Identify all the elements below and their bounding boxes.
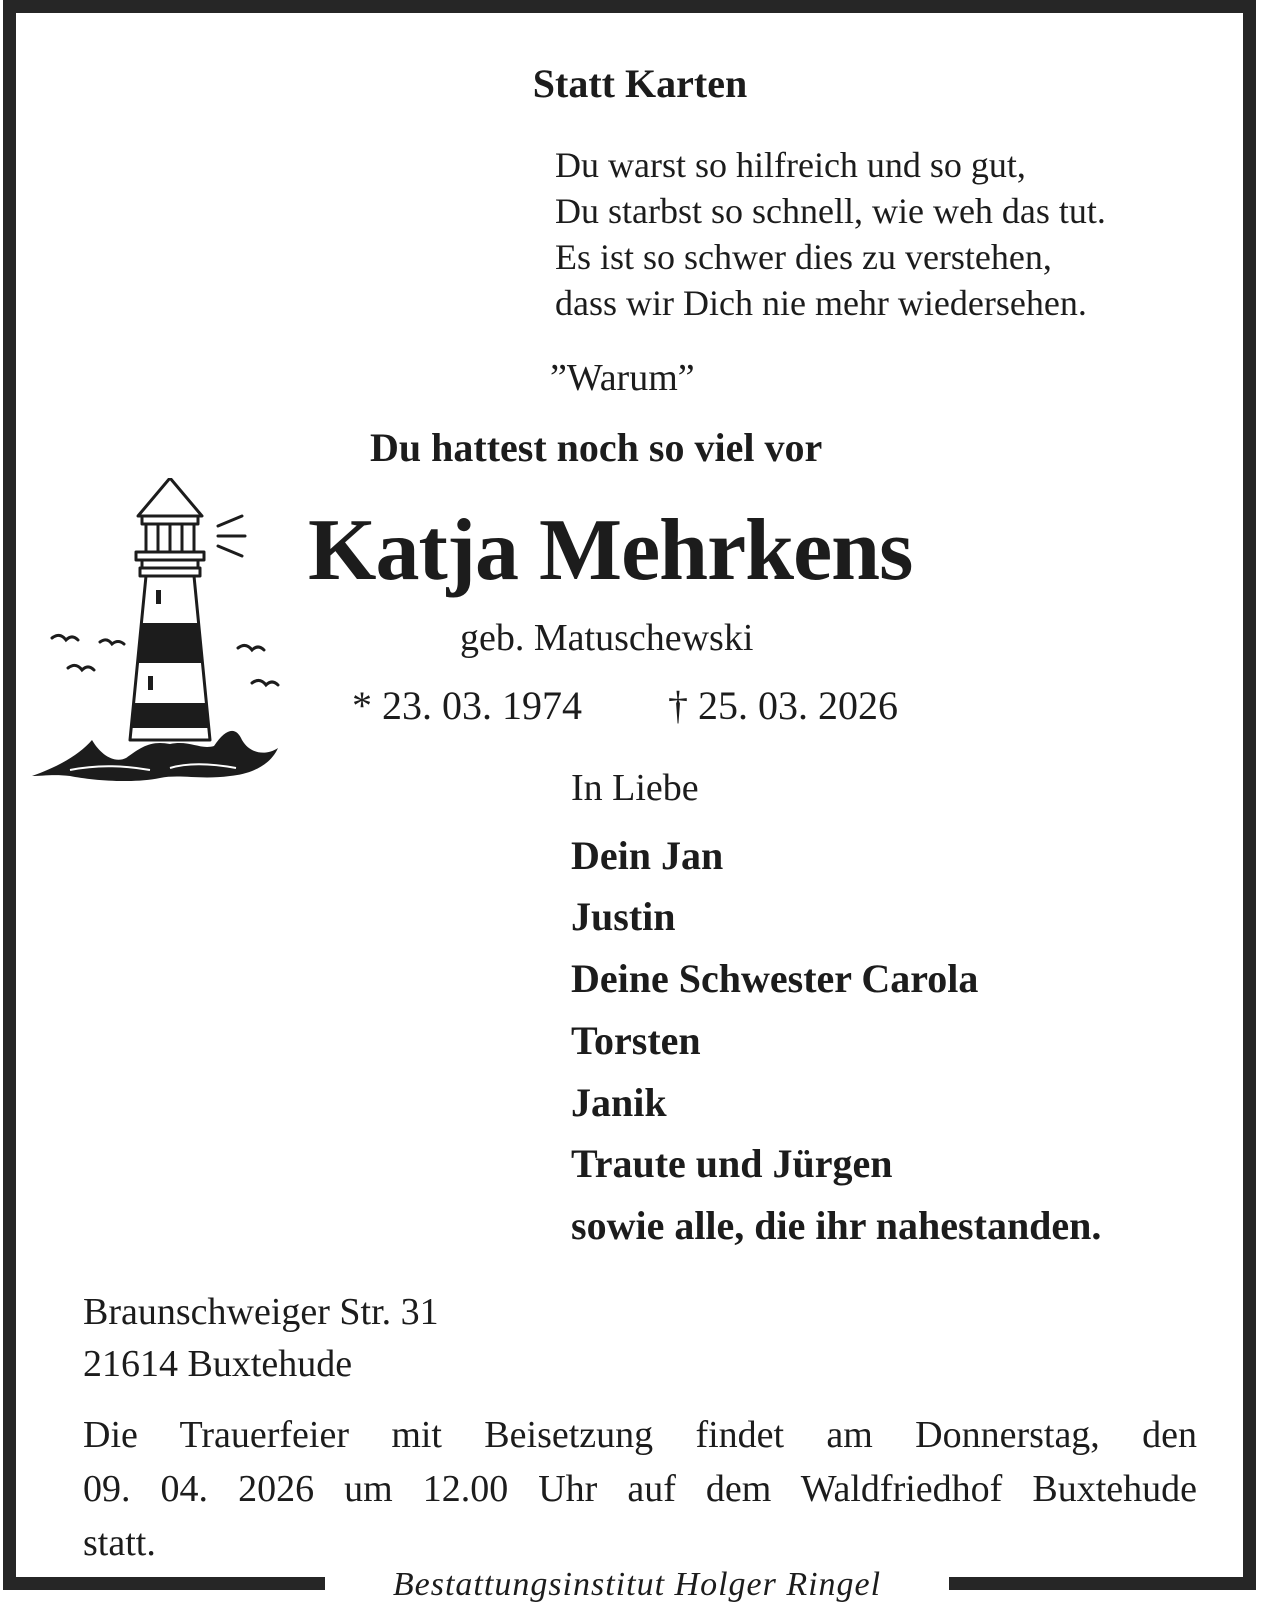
mourner: Janik xyxy=(571,1080,667,1125)
poem-line: Es ist so schwer dies zu verstehen, xyxy=(555,237,1052,277)
mourner: Justin xyxy=(571,894,676,939)
ceremony-line: statt. xyxy=(83,1522,156,1564)
mourner: Torsten xyxy=(571,1018,701,1063)
notice-header: Statt Karten xyxy=(532,61,748,106)
deceased-name: Katja Mehrkens xyxy=(308,502,913,599)
in-love-line: In Liebe xyxy=(571,767,699,809)
lighthouse-icon xyxy=(30,478,300,808)
undertaker-name: Bestattungsinstitut Holger Ringel xyxy=(392,1566,882,1603)
ceremony-line: 09. 04. 2026 um 12.00 Uhr auf dem Waldfriedhof Buxtehude xyxy=(83,1468,1197,1510)
ceremony-text xyxy=(83,1408,1197,1570)
poem xyxy=(555,142,1106,326)
mourner: Deine Schwester Carola xyxy=(571,956,979,1001)
mourner: sowie alle, die ihr nahestanden. xyxy=(571,1203,1102,1248)
birth-date: * 23. 03. 1974 xyxy=(352,683,582,728)
poem-line: dass wir Dich nie mehr wiedersehen. xyxy=(555,283,1087,323)
quote: ”Warum” xyxy=(550,357,695,399)
address-city: 21614 Buxtehude xyxy=(83,1343,353,1385)
poem-line: Du starbst so schnell, wie weh das tut. xyxy=(555,191,1106,231)
address-street: Braunschweiger Str. 31 xyxy=(83,1291,439,1333)
poem-line: Du warst so hilfreich und so gut, xyxy=(555,145,1026,185)
tagline: Du hattest noch so viel vor xyxy=(370,425,823,470)
mourner: Traute und Jürgen xyxy=(571,1141,893,1186)
death-date: † 25. 03. 2026 xyxy=(668,683,898,728)
mourner: Dein Jan xyxy=(571,833,724,878)
ceremony-line: Die Trauerfeier mit Beisetzung findet am Donnerstag, den xyxy=(83,1414,1197,1456)
maiden-name: geb. Matuschewski xyxy=(460,617,754,659)
